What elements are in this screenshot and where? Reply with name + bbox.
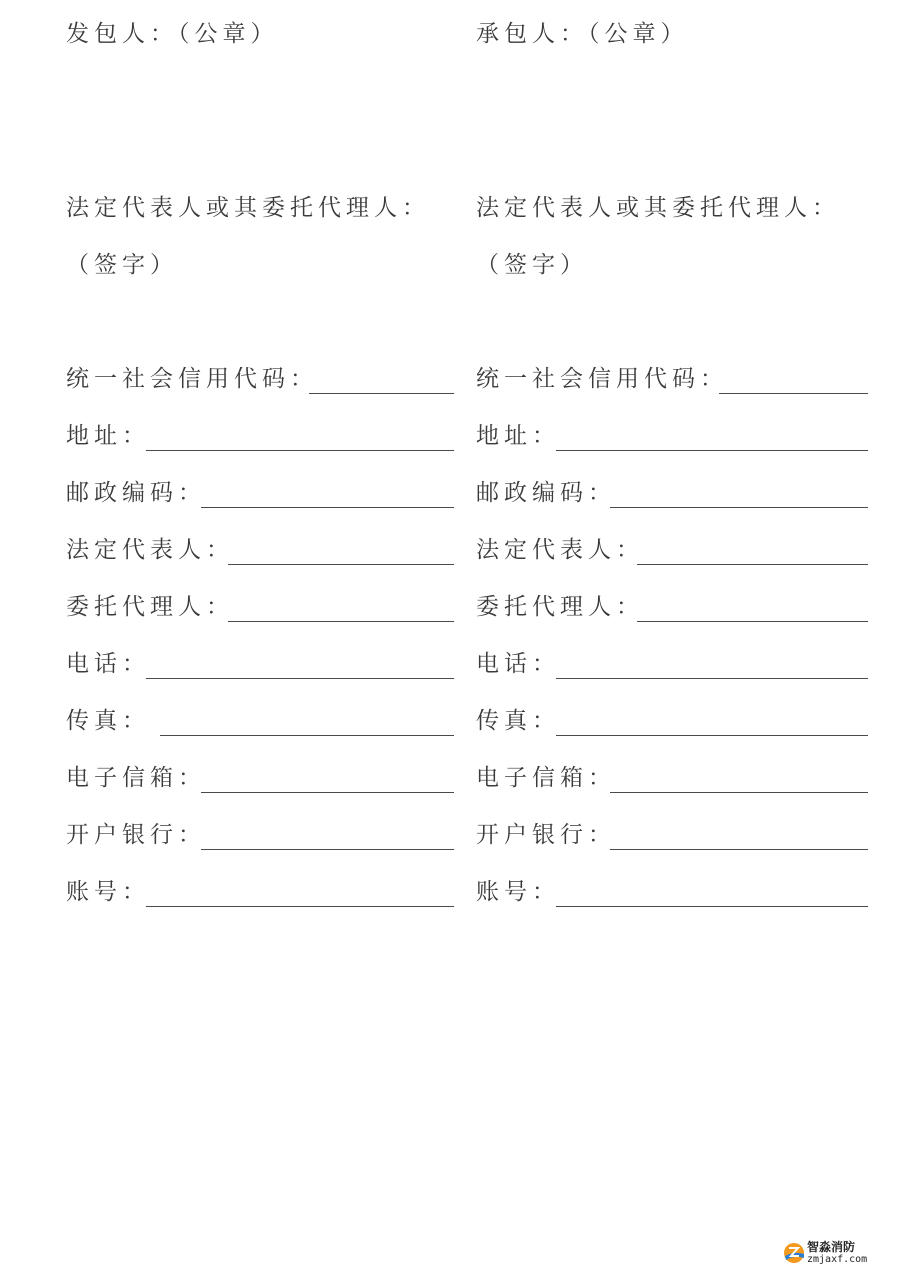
field-label: 账号： (476, 879, 560, 905)
legal-rep-input-line[interactable] (228, 564, 454, 565)
field-label: 委托代理人： (476, 594, 644, 620)
watermark-logo (783, 1240, 873, 1268)
address-input-line[interactable] (146, 450, 454, 451)
employer-seal-label: 发包人：（公章） (66, 21, 279, 47)
employer-email-field[interactable] (66, 763, 454, 793)
employer-credit-code-field[interactable] (66, 364, 454, 394)
credit-code-input-line[interactable] (719, 393, 868, 394)
field-label: 地址： (476, 423, 560, 449)
email-input-line[interactable] (201, 792, 454, 793)
field-label: 邮政编码： (476, 480, 616, 506)
fax-input-line[interactable] (160, 735, 454, 736)
field-label: 统一社会信用代码： (66, 366, 318, 392)
field-label: 账号： (66, 879, 150, 905)
contractor-phone-field[interactable] (476, 649, 868, 679)
field-label: 法定代表人： (66, 537, 234, 563)
field-label: 开户银行： (66, 822, 206, 848)
field-label: 电话： (476, 651, 560, 677)
field-label: 传真： (476, 708, 560, 734)
employer-address-field[interactable] (66, 421, 454, 451)
phone-input-line[interactable] (556, 678, 868, 679)
bank-input-line[interactable] (610, 849, 868, 850)
contractor-bank-field[interactable] (476, 820, 868, 850)
email-input-line[interactable] (610, 792, 868, 793)
employer-agent-field[interactable] (66, 592, 454, 622)
address-input-line[interactable] (556, 450, 868, 451)
employer-signature-label: （签字） (66, 252, 178, 278)
employer-rep-label: 法定代表人或其委托代理人： (66, 195, 430, 221)
contractor-rep-label: 法定代表人或其委托代理人： (476, 195, 840, 221)
employer-fax-field[interactable] (66, 706, 454, 736)
watermark-domain: zmjaxf.com (807, 1254, 868, 1265)
contractor-agent-field[interactable] (476, 592, 868, 622)
employer-postcode-field[interactable] (66, 478, 454, 508)
contractor-account-field[interactable] (476, 877, 868, 907)
brand-logo-icon (783, 1242, 805, 1264)
field-label: 电话： (66, 651, 150, 677)
field-label: 电子信箱： (476, 765, 616, 791)
field-label: 法定代表人： (476, 537, 644, 563)
bank-input-line[interactable] (201, 849, 454, 850)
postcode-input-line[interactable] (610, 507, 868, 508)
account-input-line[interactable] (146, 906, 454, 907)
field-label: 地址： (66, 423, 150, 449)
agent-input-line[interactable] (228, 621, 454, 622)
fax-input-line[interactable] (556, 735, 868, 736)
contractor-signature-label: （签字） (476, 252, 588, 278)
employer-legal-rep-field[interactable] (66, 535, 454, 565)
employer-bank-field[interactable] (66, 820, 454, 850)
credit-code-input-line[interactable] (309, 393, 454, 394)
contractor-legal-rep-field[interactable] (476, 535, 868, 565)
field-label: 统一社会信用代码： (476, 366, 728, 392)
account-input-line[interactable] (556, 906, 868, 907)
watermark-name: 智淼消防 (807, 1240, 856, 1254)
contractor-email-field[interactable] (476, 763, 868, 793)
employer-account-field[interactable] (66, 877, 454, 907)
contractor-postcode-field[interactable] (476, 478, 868, 508)
contractor-address-field[interactable] (476, 421, 868, 451)
contractor-fax-field[interactable] (476, 706, 868, 736)
contractor-credit-code-field[interactable] (476, 364, 868, 394)
postcode-input-line[interactable] (201, 507, 454, 508)
field-label: 委托代理人： (66, 594, 234, 620)
contractor-seal-label: 承包人：（公章） (476, 21, 689, 47)
field-label: 传真： (66, 708, 150, 734)
field-label: 邮政编码： (66, 480, 206, 506)
field-label: 开户银行： (476, 822, 616, 848)
legal-rep-input-line[interactable] (637, 564, 868, 565)
phone-input-line[interactable] (146, 678, 454, 679)
agent-input-line[interactable] (637, 621, 868, 622)
employer-phone-field[interactable] (66, 649, 454, 679)
field-label: 电子信箱： (66, 765, 206, 791)
